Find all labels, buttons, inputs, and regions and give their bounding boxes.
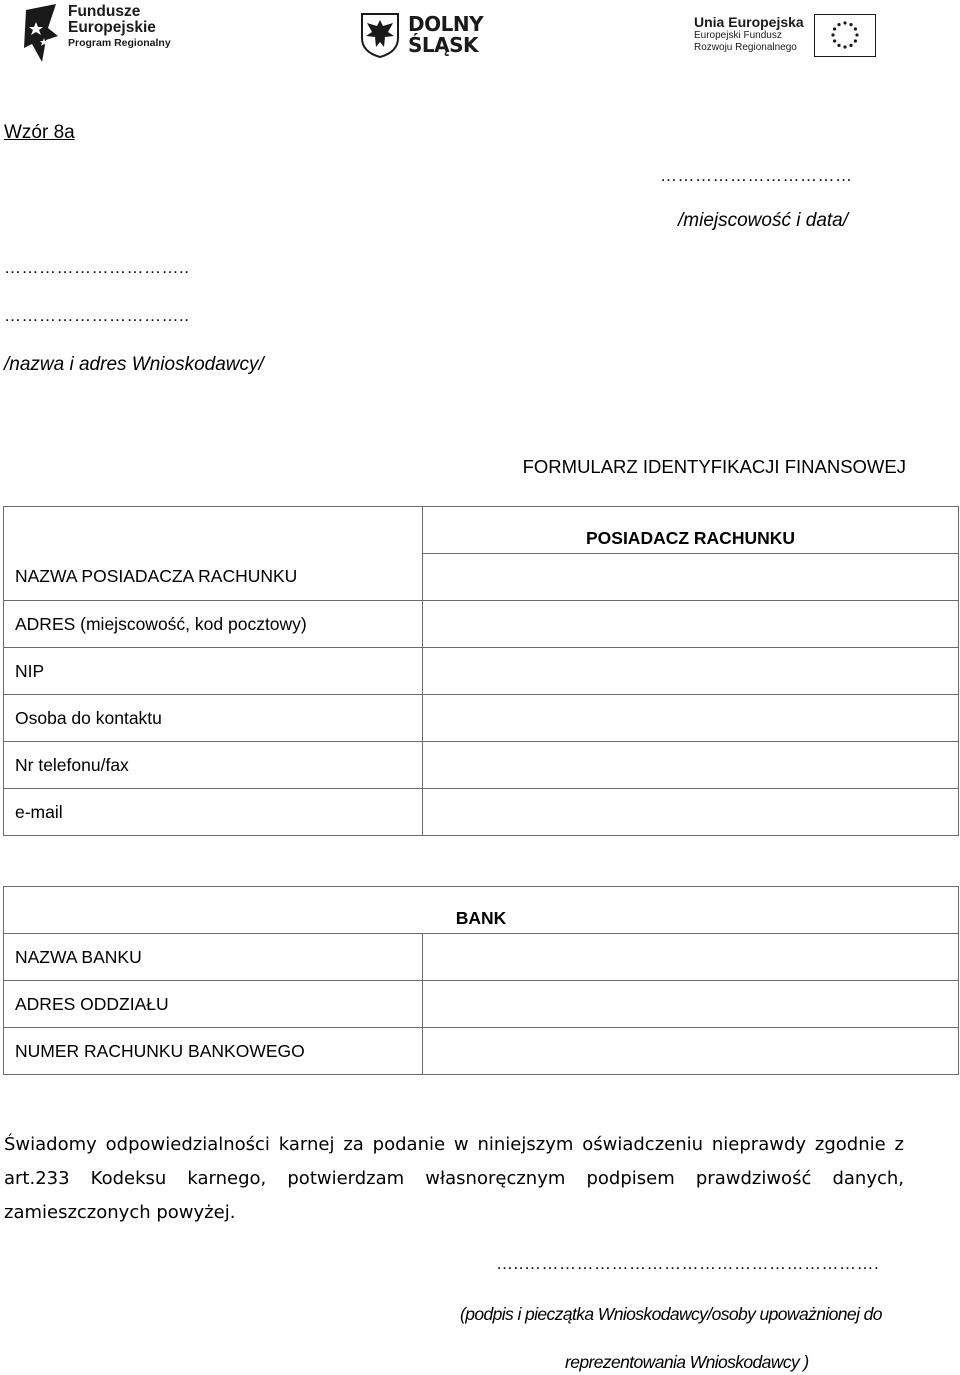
signature-dots[interactable]: …..……………………………………………………. — [496, 1254, 880, 1273]
table-row — [4, 601, 959, 648]
table-row — [4, 648, 959, 695]
row-label: ADRES (miejscowość, kod pocztowy) — [4, 601, 423, 648]
table-row — [4, 742, 959, 789]
statement-paragraph: Świadomy odpowiedzialności karnej za podanie w niniejszym oświadczeniu nieprawdy zgodnie z art.233 Kodeksu karnego, potwierdzam własnoręcznym podpisem prawdziwość danych, zamieszczonych powyżej. — [4, 1134, 904, 1223]
template-number: Wzór 8a — [4, 122, 75, 143]
row-value-input[interactable] — [423, 742, 959, 789]
row-value-input[interactable] — [423, 601, 959, 648]
row-label: Nr telefonu/fax — [4, 742, 423, 789]
row-value-input[interactable] — [423, 1028, 959, 1075]
dolny-slask-logo — [360, 12, 495, 60]
signature-label-line1: (podpis i pieczątka Wnioskodawcy/osoby upoważnionej do — [460, 1304, 882, 1324]
account-holder-table — [3, 506, 959, 836]
fe-logo-line3: Program Regionalny — [68, 37, 171, 49]
ue-logo-line3: Rozwoju Regionalnego — [694, 42, 797, 53]
fe-stars-icon — [24, 4, 64, 64]
row-label: NAZWA BANKU — [4, 934, 423, 981]
ue-logo-line1: Unia Europejska — [694, 14, 804, 30]
ds-logo-line1: DOLNY — [408, 12, 484, 36]
fe-logo-line2: Europejskie — [68, 18, 156, 36]
row-value-input[interactable] — [423, 981, 959, 1028]
row-value-input[interactable] — [423, 648, 959, 695]
fundusze-europejskie-logo — [24, 4, 174, 64]
unia-europejska-logo — [694, 14, 880, 60]
account-holder-header: POSIADACZ RACHUNKU — [423, 507, 959, 554]
form-title: FORMULARZ IDENTYFIKACJI FINANSOWEJ — [522, 456, 906, 477]
table-row — [4, 934, 959, 981]
place-date-dots[interactable]: …………………………… — [660, 166, 853, 185]
fe-logo-line1: Fundusze — [68, 3, 141, 20]
row-value-input[interactable] — [423, 789, 959, 836]
account-header-spacer — [4, 507, 423, 554]
applicant-label: /nazwa i adres Wnioskodawcy/ — [4, 354, 264, 375]
table-row — [4, 554, 959, 601]
table-row — [4, 1028, 959, 1075]
table-row — [4, 695, 959, 742]
row-value-input[interactable] — [423, 695, 959, 742]
place-date-label: /miejscowość i data/ — [678, 210, 849, 231]
row-label: e-mail — [4, 789, 423, 836]
applicant-dots-line1[interactable]: ………………………….. — [4, 258, 190, 277]
table-row — [4, 789, 959, 836]
row-label: Osoba do kontaktu — [4, 695, 423, 742]
ds-logo-line2: ŚLĄSK — [408, 33, 479, 57]
ue-logo-line2: Europejski Fundusz — [694, 30, 782, 41]
row-label: ADRES ODDZIAŁU — [4, 981, 423, 1028]
bank-table — [3, 886, 959, 1075]
row-label: NAZWA POSIADACZA RACHUNKU — [4, 554, 423, 601]
row-value-input[interactable] — [423, 934, 959, 981]
row-label: NIP — [4, 648, 423, 695]
applicant-dots-line2[interactable]: ………………………….. — [4, 306, 190, 325]
eagle-crest-icon — [360, 12, 400, 58]
signature-label-line2: reprezentowania Wnioskodawcy ) — [565, 1352, 809, 1372]
row-value-input[interactable] — [423, 554, 959, 601]
table-row — [4, 981, 959, 1028]
row-label: NUMER RACHUNKU BANKOWEGO — [4, 1028, 423, 1075]
eu-flag-icon — [814, 14, 876, 57]
bank-header: BANK — [4, 887, 959, 934]
